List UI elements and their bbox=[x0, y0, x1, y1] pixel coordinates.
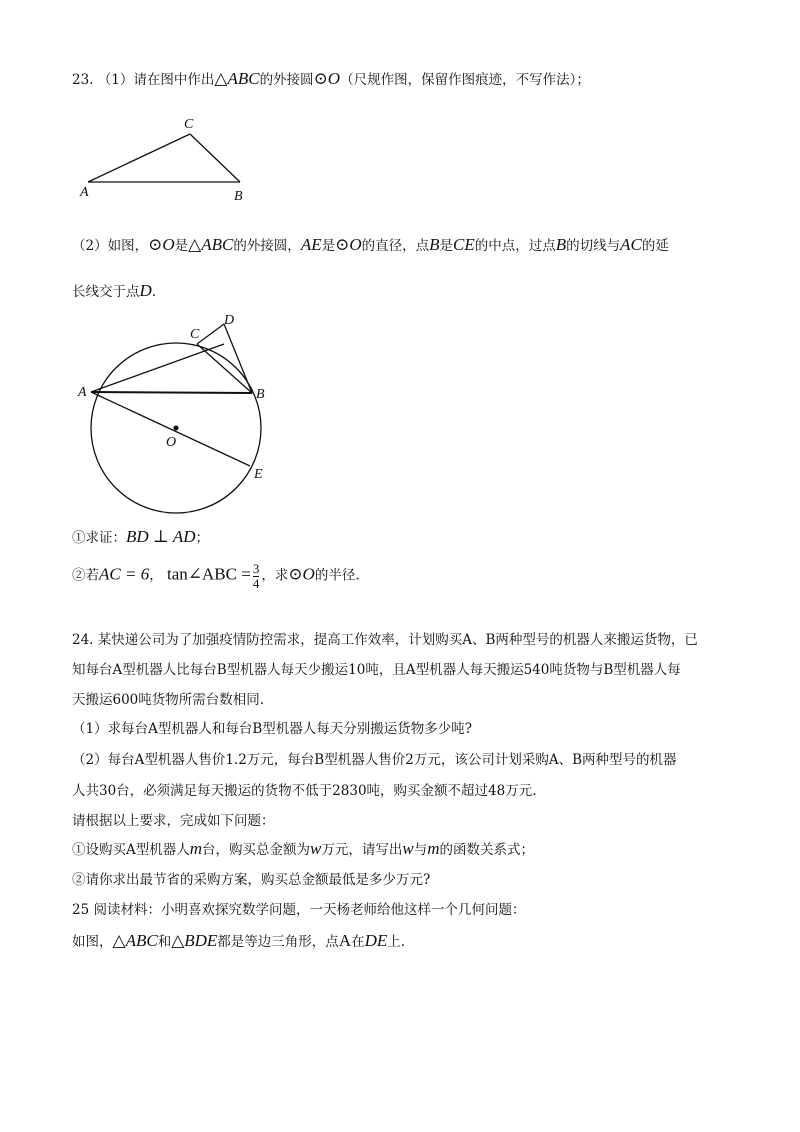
label-a: A bbox=[80, 185, 89, 200]
label-b: B bbox=[234, 189, 243, 204]
q25-line1: 25 阅读材料：小明喜欢探究数学问题，一天杨老师给他这样一个几何问题： bbox=[72, 902, 526, 918]
q23-part2: （2）如图，⊙O是△ABC的外接圆，AE是⊙O的直径，点B是CE的中点，过点B的切线与AC的延 bbox=[72, 235, 669, 254]
fraction-3-4: $\frac{3}{4}$ bbox=[252, 561, 260, 591]
q24-line2: 知每台A型机器人比每台B型机器人每天少搬运10吨，且A型机器人每天搬运540吨货物与B型机器人每 bbox=[72, 662, 681, 678]
q24-line5: （2）每台A型机器人售价1.2万元，每台B型机器人售价2万元，该公司计划采购A、B两种型号的机器 bbox=[72, 752, 677, 768]
arc-ce: CE bbox=[453, 235, 475, 254]
q23-part1: 23. （1）请在图中作出△ABC的外接圆⊙O（尺规作图，保留作图痕迹，不写作法）； bbox=[72, 69, 590, 88]
q23-part2-cont: 长线交于点D. bbox=[72, 281, 157, 300]
q24-line9: ②请你求出最节省的采购方案，购买总金额最低是多少万元? bbox=[72, 872, 431, 888]
triangle-abc: △ABC bbox=[214, 69, 260, 88]
q24-line7: 请根据以上要求，完成如下问题： bbox=[72, 813, 275, 829]
q25-line2: 如图，△ABC和△BDE都是等边三角形，点A在DE上. bbox=[72, 931, 406, 950]
q23-sub2: ②若AC = 6， tan∠ABC = $\frac{3}{4}$ ，求⊙O的半径. bbox=[72, 561, 360, 591]
q24-line6: 人共30台，必须满足每天搬运的货物不低于2830吨，购买金额不超过48万元. bbox=[72, 783, 537, 799]
q24-line8: ①设购买A型机器人m台，购买总金额为w万元，请写出w与m的函数关系式； bbox=[72, 839, 534, 858]
q23-number: 23. bbox=[72, 72, 94, 88]
figure-circle-o bbox=[72, 306, 292, 524]
q24-line1: 24. 某快递公司为了加强疫情防控需求，提高工作效率，计划购买A、B两种型号的机器人来搬运货物，已 bbox=[72, 632, 698, 648]
label-c: C bbox=[184, 117, 194, 132]
figure-triangle-abc bbox=[72, 110, 272, 210]
label-d: D bbox=[224, 313, 235, 328]
circle-o: ⊙O bbox=[313, 69, 341, 88]
q24-line4: （1）求每台A型机器人和每台B型机器人每天分别搬运货物多少吨? bbox=[72, 721, 472, 737]
label-c: C bbox=[190, 327, 200, 342]
label-e: E bbox=[254, 467, 263, 482]
q24-line3: 天搬运600吨货物所需台数相同. bbox=[72, 692, 265, 708]
q23-sub1: ①求证：BD ⊥ AD； bbox=[72, 527, 210, 546]
label-b: B bbox=[256, 387, 265, 402]
label-a: A bbox=[78, 385, 87, 400]
label-o: O bbox=[166, 435, 177, 450]
